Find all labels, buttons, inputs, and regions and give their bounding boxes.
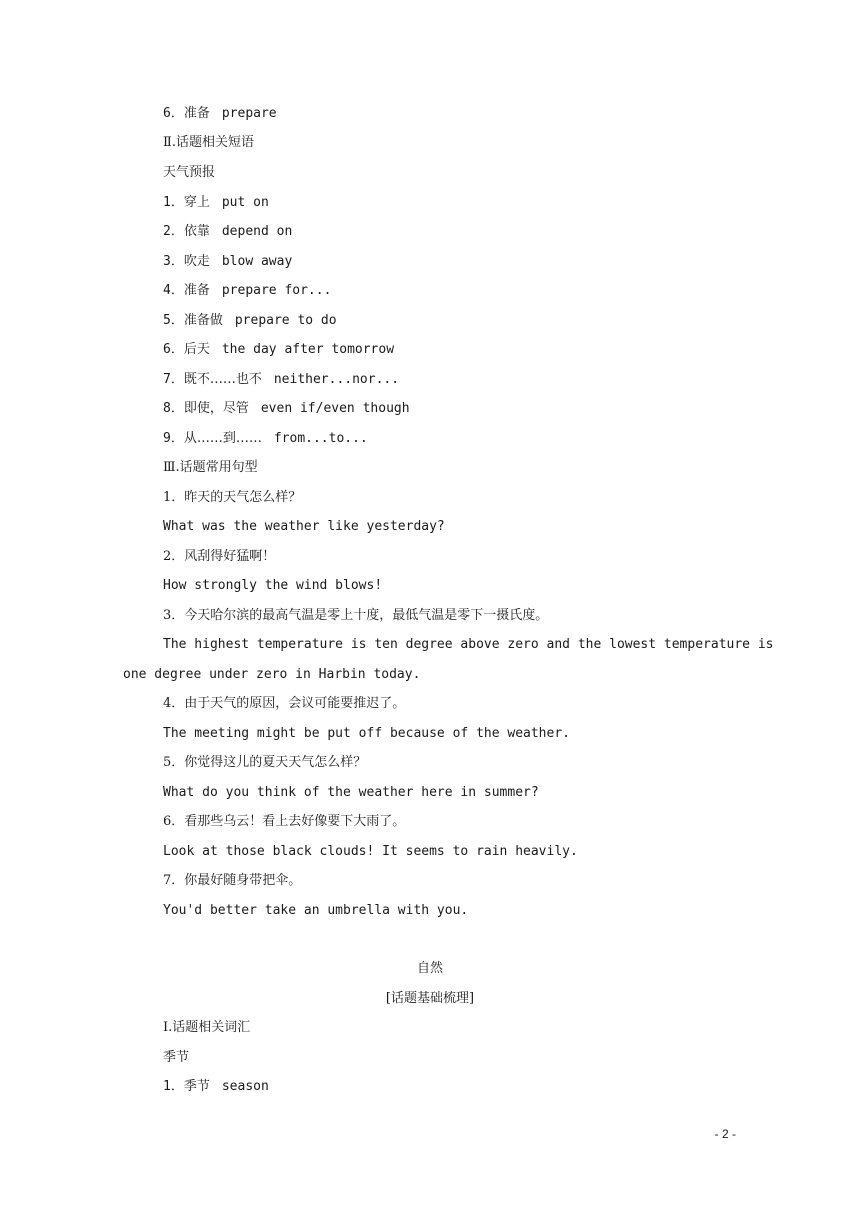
item-english: prepare for... [221,283,332,298]
item-english: put on [221,195,269,210]
item-number: 5． [163,313,184,328]
item-chinese: 从……到…… [183,431,262,446]
sentence-chinese: 7．你最好随身带把伞。 [163,873,302,888]
item-chinese: 即使，尽管 [183,401,249,416]
item-number: 7． [163,372,184,387]
item-english: even if/even though [260,401,410,416]
item-number: 9． [163,431,184,446]
item-english: neither...nor... [273,372,400,387]
item-chinese: 季节 [183,1079,210,1094]
item-number: 4． [163,283,184,298]
item-english: season [221,1079,269,1094]
vocab-item [163,1076,269,1098]
item-number: 1． [163,1079,184,1094]
sentence-english: You'd better take an umbrella with you. [163,903,469,918]
item-chinese: 既不……也不 [183,372,262,387]
sentence-chinese: 1．昨天的天气怎么样？ [163,490,302,505]
sentence-english-line2: one degree under zero in Harbin today. [123,667,421,682]
item-chinese: 准备 [183,283,210,298]
item-number: 2． [163,224,184,239]
item-number: 1． [163,195,184,210]
section-subtitle: [话题基础梳理] [385,991,475,1006]
sentence-chinese: 4．由于天气的原因，会议可能要推迟了。 [163,696,406,711]
item-number: 3． [163,254,184,269]
sentence-english: What was the weather like yesterday? [163,519,445,534]
item-chinese: 依靠 [183,224,210,239]
phrase-item [163,398,410,420]
item-chinese: 准备做 [183,313,223,328]
phrase-item [163,369,399,391]
sentence-chinese: 2．风刮得好猛啊！ [163,549,276,564]
item-number: 6． [163,106,184,121]
sentence-english-line1: The highest temperature is ten degree above zero and the lowest temperature is [163,637,774,652]
page-number: - 2 - [714,1127,736,1141]
item-number: 6． [163,342,184,357]
section-heading-phrases: Ⅱ.话题相关短语 [163,135,254,150]
section-title-nature: 自然 [416,961,443,976]
sentence-english: Look at those black clouds! It seems to rain heavily. [163,844,578,859]
phrase-item [163,251,292,273]
phrase-item [163,428,368,450]
sentence-english: What do you think of the weather here in summer? [163,785,539,800]
phrase-item [163,280,331,302]
phrase-item [163,192,269,214]
sentence-chinese: 5．你觉得这儿的夏天天气怎么样？ [163,755,367,770]
item-english: from...to... [273,431,368,446]
section-heading-sentences: Ⅲ.话题常用句型 [163,460,258,475]
subheading-season: 季节 [163,1050,190,1065]
item-chinese: 准备 [183,106,210,121]
item-chinese: 吹走 [183,254,210,269]
item-english: blow away [221,254,293,269]
sentence-chinese: 6．看那些乌云！看上去好像要下大雨了。 [163,814,406,829]
item-chinese: 穿上 [183,195,210,210]
item-english: depend on [221,224,293,239]
phrase-item [163,221,292,243]
item-english: the day after tomorrow [221,342,395,357]
sentence-chinese: 3．今天哈尔滨的最高气温是零上十度，最低气温是零下一摄氏度。 [163,608,549,623]
sentence-english: The meeting might be put off because of the weather. [163,726,570,741]
vocab-item [163,103,277,125]
item-english: prepare [221,106,277,121]
phrase-item [163,310,337,332]
item-chinese: 后天 [183,342,210,357]
item-english: prepare to do [234,313,337,328]
phrase-item [163,339,394,361]
subheading-weather-forecast: 天气预报 [163,165,216,180]
section-heading-vocab: Ⅰ.话题相关词汇 [163,1020,251,1035]
sentence-english: How strongly the wind blows! [163,578,383,593]
item-number: 8． [163,401,184,416]
